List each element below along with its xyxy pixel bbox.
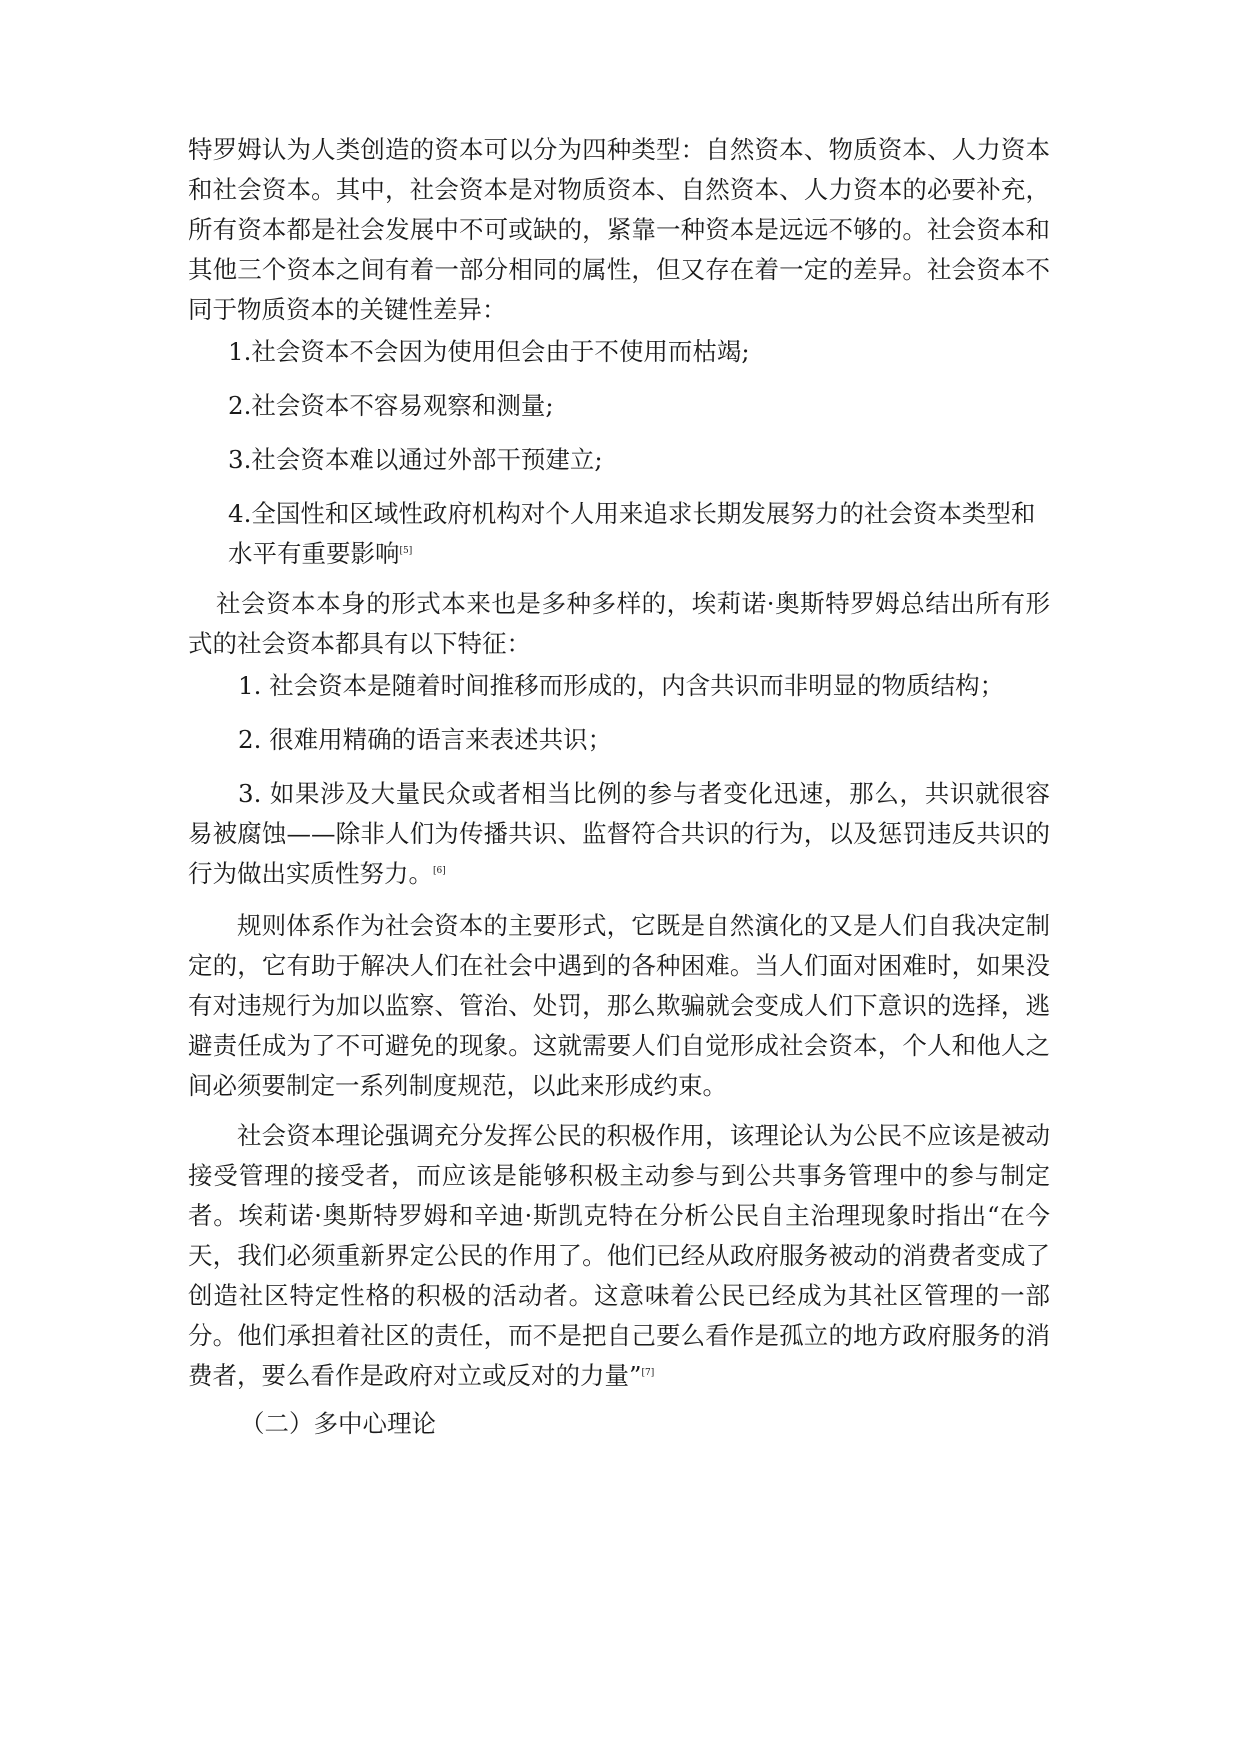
list-item-4-text: 4.全国性和区域性政府机构对个人用来追求长期发展努力的社会资本类型和水平有重要影响 <box>228 499 1036 568</box>
paragraph-citizen-role-text: 社会资本理论强调充分发挥公民的积极作用，该理论认为公民不应该是被动接受管理的接受者，而应该是能够积极主动参与到公共事务管理中的参与制定者。埃莉诺·奥斯特罗姆和辛迪·斯凯克特在分析公民自主治理现象时指出“在今天，我们必须重新界定公民的作用了。他们已经从政府服务被动的消费者变成了创造社区特定性格的积极的活动者。这意味着公民已经成为其社区管理的一部分。他们承担着社区的责任，而不是把自己要么看作是孤立的地方政府服务的消费者，要么看作是政府对立或反对的力量” <box>188 1121 1050 1390</box>
list-item-3: 3.社会资本难以通过外部干预建立; <box>228 445 603 474</box>
characteristic-1: 1. 社会资本是随着时间推移而形成的，内含共识而非明显的物质结构； <box>238 671 1005 700</box>
characteristic-3-text: 3. 如果涉及大量民众或者相当比例的参与者变化迅速，那么，共识就很容易被腐蚀——除非人们为传播共识、监督符合共识的行为，以及惩罚违反共识的行为做出实质性努力。 <box>188 779 1050 888</box>
characteristic-2: 2. 很难用精确的语言来表述共识； <box>238 725 613 754</box>
citation-6: [6] <box>433 865 446 876</box>
paragraph-citizen-role <box>188 1116 1050 1396</box>
list-item-4 <box>228 494 1050 574</box>
list-item-1: 1.社会资本不会因为使用但会由于不使用而枯竭; <box>228 337 750 366</box>
section-heading-polycentric-theory: （二）多中心理论 <box>240 1409 436 1438</box>
characteristic-3 <box>188 774 1050 894</box>
citation-7: [7] <box>641 1367 655 1378</box>
paragraph-characteristics-intro: 社会资本本身的形式本来也是多种多样的，埃莉诺·奥斯特罗姆总结出所有形式的社会资本都具有以下特征： <box>188 589 1050 658</box>
paragraph-social-capital-types: 特罗姆认为人类创造的资本可以分为四种类型：自然资本、物质资本、人力资本和社会资本。其中，社会资本是对物质资本、自然资本、人力资本的必要补充，所有资本都是社会发展中不可或缺的，紧靠一种资本是远远不够的。社会资本和其他三个资本之间有着一部分相同的属性，但又存在着一定的差异。社会资本不同于物质资本的关键性差异： <box>188 135 1050 324</box>
citation-5: [5] <box>399 545 413 556</box>
list-item-2: 2.社会资本不容易观察和测量; <box>228 391 554 420</box>
paragraph-rule-system: 规则体系作为社会资本的主要形式，它既是自然演化的又是人们自我决定制定的，它有助于解决人们在社会中遇到的各种困难。当人们面对困难时，如果没有对违规行为加以监察、管治、处罚，那么欺骗就会变成人们下意识的选择，逃避责任成为了不可避免的现象。这就需要人们自觉形成社会资本，个人和他人之间必须要制定一系列制度规范，以此来形成约束。 <box>188 911 1050 1100</box>
